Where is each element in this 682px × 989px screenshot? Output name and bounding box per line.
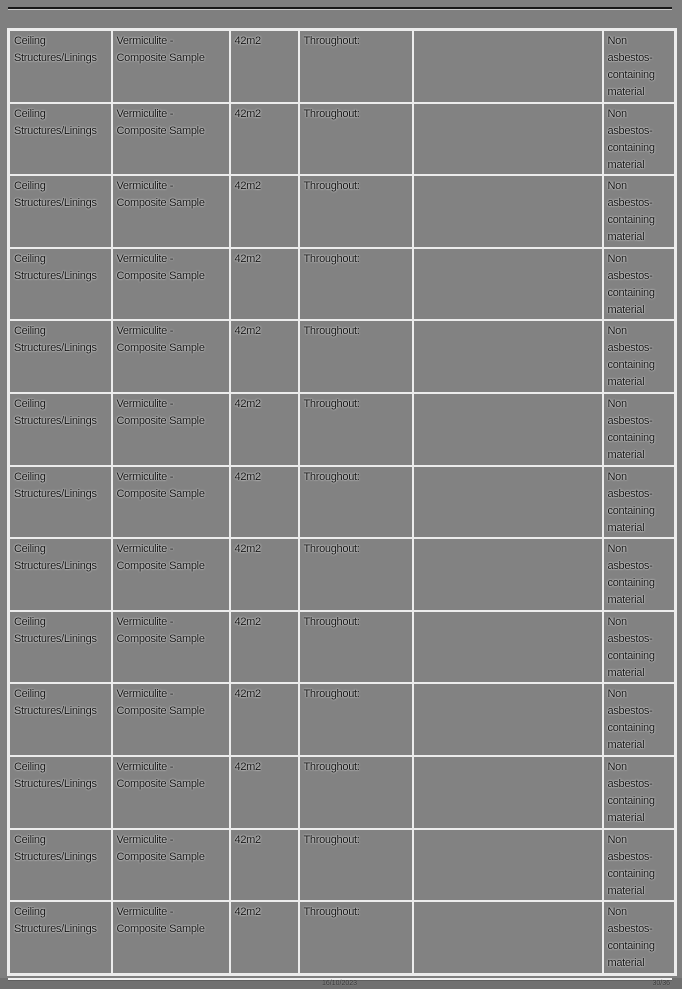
- table-cell: Vermiculite - Composite Sample: [112, 103, 230, 176]
- table-cell: Non asbestos-containing material: [603, 248, 676, 321]
- table-cell: Non asbestos-containing material: [603, 756, 676, 829]
- table-row: [9, 611, 676, 684]
- table-cell: 42m2: [230, 248, 299, 321]
- footer-page-number: 30/36: [652, 980, 670, 987]
- table-cell: Vermiculite - Composite Sample: [112, 466, 230, 539]
- table-cell: [413, 393, 603, 466]
- table-cell: 42m2: [230, 901, 299, 974]
- table-row: [9, 175, 676, 248]
- table-cell: Non asbestos-containing material: [603, 611, 676, 684]
- table-cell: Ceiling Structures/Linings: [9, 466, 112, 539]
- table-cell: Non asbestos-containing material: [603, 320, 676, 393]
- table-cell: Ceiling Structures/Linings: [9, 901, 112, 974]
- table-row: [9, 393, 676, 466]
- table-cell: Ceiling Structures/Linings: [9, 248, 112, 321]
- table-cell: [413, 320, 603, 393]
- table-cell: Non asbestos-containing material: [603, 466, 676, 539]
- table-cell: Non asbestos-containing material: [603, 901, 676, 974]
- table-cell: Vermiculite - Composite Sample: [112, 393, 230, 466]
- table-cell: 42m2: [230, 320, 299, 393]
- table-cell: 42m2: [230, 466, 299, 539]
- footer-date: 16/10/2023: [322, 980, 358, 987]
- table-cell: [413, 103, 603, 176]
- table-cell: Throughout:: [299, 103, 413, 176]
- table-row: [9, 466, 676, 539]
- table-cell: [413, 756, 603, 829]
- table-row: [9, 248, 676, 321]
- table-cell: [413, 683, 603, 756]
- table-cell: [413, 538, 603, 611]
- top-horizontal-rule: [8, 7, 672, 10]
- table-cell: Ceiling Structures/Linings: [9, 175, 112, 248]
- table-cell: Vermiculite - Composite Sample: [112, 756, 230, 829]
- table-cell: [413, 248, 603, 321]
- table-cell: Throughout:: [299, 30, 413, 103]
- survey-table: [7, 28, 677, 976]
- table-cell: 42m2: [230, 829, 299, 902]
- table-cell: Throughout:: [299, 829, 413, 902]
- table-cell: Ceiling Structures/Linings: [9, 103, 112, 176]
- table-cell: Ceiling Structures/Linings: [9, 756, 112, 829]
- table-cell: Non asbestos-containing material: [603, 393, 676, 466]
- table-row: [9, 103, 676, 176]
- table-cell: [413, 175, 603, 248]
- table-cell: Throughout:: [299, 320, 413, 393]
- table-cell: Vermiculite - Composite Sample: [112, 901, 230, 974]
- table-cell: 42m2: [230, 683, 299, 756]
- table-row: [9, 320, 676, 393]
- table-cell: Throughout:: [299, 466, 413, 539]
- table-cell: 42m2: [230, 538, 299, 611]
- table-cell: Ceiling Structures/Linings: [9, 30, 112, 103]
- table-cell: Non asbestos-containing material: [603, 829, 676, 902]
- table-cell: 42m2: [230, 175, 299, 248]
- table-cell: Ceiling Structures/Linings: [9, 393, 112, 466]
- table-cell: Non asbestos-containing material: [603, 103, 676, 176]
- table-cell: Vermiculite - Composite Sample: [112, 538, 230, 611]
- table-cell: [413, 611, 603, 684]
- table-cell: Vermiculite - Composite Sample: [112, 248, 230, 321]
- table-cell: Throughout:: [299, 175, 413, 248]
- table-cell: [413, 30, 603, 103]
- table-cell: Throughout:: [299, 611, 413, 684]
- table-cell: Non asbestos-containing material: [603, 538, 676, 611]
- table-cell: 42m2: [230, 393, 299, 466]
- table-cell: 42m2: [230, 756, 299, 829]
- table-row: [9, 756, 676, 829]
- table-cell: Throughout:: [299, 756, 413, 829]
- table-cell: Throughout:: [299, 248, 413, 321]
- table-cell: Ceiling Structures/Linings: [9, 611, 112, 684]
- table-cell: Throughout:: [299, 393, 413, 466]
- table-row: [9, 30, 676, 103]
- table-cell: Vermiculite - Composite Sample: [112, 683, 230, 756]
- table-cell: 42m2: [230, 103, 299, 176]
- table-cell: Ceiling Structures/Linings: [9, 320, 112, 393]
- table-cell: 42m2: [230, 30, 299, 103]
- table-cell: Vermiculite - Composite Sample: [112, 829, 230, 902]
- table-row: [9, 901, 676, 974]
- table-row: [9, 683, 676, 756]
- table-cell: Ceiling Structures/Linings: [9, 829, 112, 902]
- table-cell: Non asbestos-containing material: [603, 175, 676, 248]
- table-cell: Throughout:: [299, 901, 413, 974]
- table-cell: Ceiling Structures/Linings: [9, 683, 112, 756]
- table-cell: [413, 901, 603, 974]
- table-cell: Non asbestos-containing material: [603, 683, 676, 756]
- table-cell: Throughout:: [299, 538, 413, 611]
- table-cell: 42m2: [230, 611, 299, 684]
- table-cell: Vermiculite - Composite Sample: [112, 611, 230, 684]
- table-body: [9, 30, 676, 975]
- table-cell: Non asbestos-containing material: [603, 30, 676, 103]
- table-cell: [413, 829, 603, 902]
- table-cell: Vermiculite - Composite Sample: [112, 320, 230, 393]
- table-cell: Vermiculite - Composite Sample: [112, 175, 230, 248]
- table-row: [9, 829, 676, 902]
- table-cell: Vermiculite - Composite Sample: [112, 30, 230, 103]
- table-cell: [413, 466, 603, 539]
- table-row: [9, 538, 676, 611]
- table-cell: Throughout:: [299, 683, 413, 756]
- table-cell: Ceiling Structures/Linings: [9, 538, 112, 611]
